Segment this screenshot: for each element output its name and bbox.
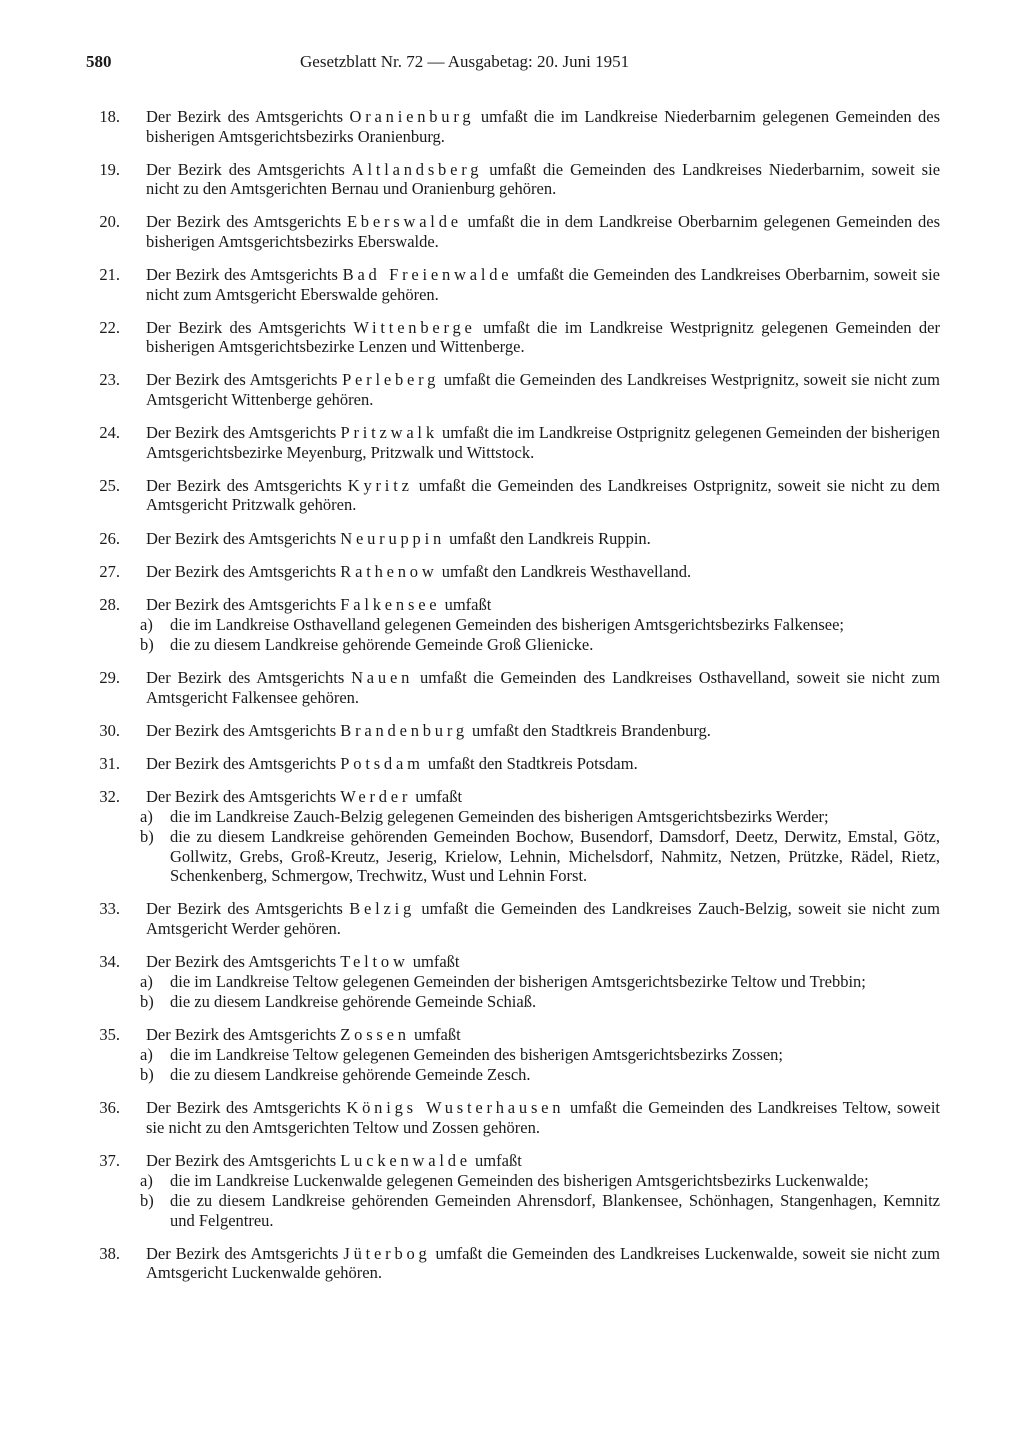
provision-intro: Der Bezirk des Amtsgerichts: [146, 317, 346, 337]
sub-item: [86, 992, 940, 1012]
provision-item: [86, 212, 940, 251]
sub-item-text: die zu diesem Landkreise gehörenden Gemeinden Ahrensdorf, Blankensee, Schönhagen, Stangenhagen, Kemnitz und Felgentreu.: [170, 1191, 940, 1230]
provision-number: 30.: [99, 720, 120, 740]
sub-item-label: b): [140, 1065, 154, 1085]
provision-item: [86, 1151, 940, 1230]
provision-list: [86, 107, 940, 1283]
court-name: Altlandsberg: [351, 159, 483, 179]
court-name: Pritzwalk: [340, 423, 438, 443]
provision-intro: Der Bezirk des Amtsgerichts: [146, 594, 337, 614]
provision-number: 33.: [99, 899, 120, 919]
sub-item: [86, 1045, 940, 1065]
provision-number: 18.: [99, 107, 120, 126]
provision-item: [86, 476, 940, 515]
provision-item: [86, 952, 940, 1012]
provision-item: [86, 318, 940, 357]
sub-item: [86, 807, 940, 827]
provision-text: umfaßt den Landkreis Ruppin.: [449, 528, 651, 548]
provision-intro: Der Bezirk des Amtsgerichts: [146, 423, 337, 443]
provision-item: [86, 529, 940, 549]
provision-number: 37.: [99, 1151, 120, 1171]
provision-text: umfaßt: [444, 594, 492, 614]
provision-text: umfaßt: [413, 1025, 461, 1045]
provision-number: 25.: [99, 475, 120, 495]
court-name: Nauen: [351, 668, 414, 688]
sub-item: [86, 1065, 940, 1085]
sub-item-text: die zu diesem Landkreise gehörende Gemeinde Schiaß.: [170, 992, 537, 1011]
sub-item: [86, 827, 940, 886]
provision-intro: Der Bezirk des Amtsgerichts: [146, 107, 344, 126]
provision-intro: Der Bezirk des Amtsgerichts: [146, 899, 343, 919]
provision-item: [86, 1098, 940, 1137]
provision-item: [86, 107, 940, 146]
provision-text: umfaßt die im Landkreise Ostprignitz gelegenen Gemeinden der bisherigen Amtsgerichtsbezirke Meyenburg, Pritzwalk und Wittstock.: [146, 423, 940, 462]
provision-text: umfaßt die in dem Landkreise Oberbarnim gelegenen Gemeinden des bisherigen Amtsgerichtsbezirks Eberswalde.: [146, 212, 941, 251]
provision-intro: Der Bezirk des Amtsgerichts: [146, 720, 337, 740]
provision-text: umfaßt die Gemeinden des Landkreises Zauch-Belzig, soweit sie nicht zum Amtsgericht Werder gehören.: [146, 899, 941, 938]
provision-item: [86, 668, 940, 707]
provision-text: umfaßt die im Landkreise Westprignitz gelegenen Gemeinden der bisherigen Amtsgerichtsbezirke Lenzen und Wittenberge.: [146, 317, 940, 357]
provision-text: umfaßt den Stadtkreis Brandenburg.: [472, 720, 711, 740]
court-name: Kyritz: [347, 475, 413, 495]
provision-text: umfaßt die Gemeinden des Landkreises Oberbarnim, soweit sie nicht zum Amtsgericht Eberswalde gehören.: [146, 265, 941, 304]
court-name: Wittenberge: [353, 317, 476, 337]
court-name: Falkensee: [340, 594, 441, 614]
court-name: Perleberg: [342, 370, 440, 390]
provision-intro: Der Bezirk des Amtsgerichts: [146, 370, 338, 390]
provision-item: [86, 423, 940, 462]
provision-number: 36.: [99, 1098, 120, 1118]
provision-intro: Der Bezirk des Amtsgerichts: [146, 668, 345, 688]
page-number: 580: [86, 52, 112, 71]
provision-number: 29.: [99, 668, 120, 688]
sub-item-text: die im Landkreise Teltow gelegenen Gemeinden des bisherigen Amtsgerichtsbezirks Zossen;: [170, 1045, 783, 1065]
court-name: Potsdam: [340, 753, 424, 773]
provision-intro: Der Bezirk des Amtsgerichts: [146, 212, 342, 232]
provision-intro: Der Bezirk des Amtsgerichts: [146, 475, 342, 495]
provision-number: 28.: [99, 594, 120, 614]
provision-text: umfaßt: [412, 952, 460, 971]
sub-item-label: b): [140, 827, 154, 847]
provision-intro: Der Bezirk des Amtsgerichts: [146, 787, 337, 807]
provision-intro: Der Bezirk des Amtsgerichts: [146, 753, 337, 773]
provision-text: umfaßt die Gemeinden des Landkreises Luckenwalde, soweit sie nicht zum Amtsgericht Luckenwalde gehören.: [146, 1243, 941, 1283]
provision-item: [86, 370, 940, 409]
sub-item-label: b): [140, 1191, 154, 1211]
provision-item: [86, 899, 940, 938]
provision-number: 27.: [99, 561, 120, 581]
provision-text: umfaßt: [475, 1151, 522, 1171]
court-name: Rathenow: [340, 561, 438, 581]
header-title: Gesetzblatt Nr. 72 — Ausgabetag: 20. Juni 1951: [300, 52, 630, 71]
provision-text: umfaßt die Gemeinden des Landkreises Westprignitz, soweit sie nicht zum Amtsgericht Wittenberge gehören.: [146, 370, 941, 409]
provision-text: umfaßt die Gemeinden des Landkreises Niederbarnim, soweit sie nicht zu den Amtsgerichten Bernau und Oranienburg gehören.: [146, 159, 941, 199]
sub-item-label: a): [140, 972, 153, 991]
provision-intro: Der Bezirk des Amtsgerichts: [146, 1243, 339, 1263]
provision-item: [86, 787, 940, 886]
provision-text: umfaßt den Stadtkreis Potsdam.: [427, 753, 638, 773]
provision-item: [86, 1244, 940, 1283]
provision-intro: Der Bezirk des Amtsgerichts: [146, 528, 337, 548]
sub-item-text: die im Landkreise Osthavelland gelegenen Gemeinden des bisherigen Amtsgerichtsbezirks Falkensee;: [170, 614, 845, 634]
provision-text: umfaßt: [415, 787, 463, 807]
provision-number: 31.: [99, 753, 120, 773]
provision-number: 34.: [99, 952, 120, 971]
sub-item-text: die im Landkreise Zauch-Belzig gelegenen Gemeinden des bisherigen Amtsgerichtsbezirks Werder;: [170, 807, 829, 827]
provision-number: 24.: [99, 423, 120, 443]
sub-item-label: b): [140, 634, 154, 654]
provision-item: [86, 265, 940, 304]
court-name: Belzig: [349, 899, 416, 919]
provision-number: 20.: [99, 212, 120, 232]
sub-item: [86, 1191, 940, 1230]
provision-number: 38.: [99, 1243, 120, 1263]
court-name: Brandenburg: [340, 720, 468, 740]
sub-item-text: die zu diesem Landkreise gehörende Gemeinde Groß Glienicke.: [170, 634, 594, 654]
court-name: Königs Wusterhausen: [346, 1098, 565, 1118]
provision-text: umfaßt den Landkreis Westhavelland.: [441, 561, 692, 581]
court-name: Zossen: [340, 1025, 410, 1045]
provision-intro: Der Bezirk des Amtsgerichts: [146, 1151, 337, 1171]
court-name: Werder: [340, 787, 412, 807]
provision-text: umfaßt die Gemeinden des Landkreises Osthavelland, soweit sie nicht zum Amtsgericht Falkensee gehören.: [146, 668, 940, 707]
sub-item-label: a): [140, 614, 153, 634]
provision-item: [86, 721, 940, 741]
sub-item-text: die im Landkreise Luckenwalde gelegenen Gemeinden des bisherigen Amtsgerichtsbezirks Luckenwalde;: [170, 1171, 869, 1191]
provision-number: 19.: [99, 159, 120, 179]
court-name: Teltow: [340, 952, 409, 971]
provision-item: [86, 160, 940, 199]
provision-number: 23.: [99, 370, 120, 390]
provision-intro: Der Bezirk des Amtsgerichts: [146, 561, 337, 581]
sub-item-text: die zu diesem Landkreise gehörenden Gemeinden Bochow, Busendorf, Damsdorf, Deetz, Derwitz, Emstal, Götz, Gollwitz, Grebs, Groß-Kreutz, Jeserig, Krielow, Lehnin, Michelsdorf, Nahmitz, Netzen, Prützke, Rädel, Rietz, Schenkenberg, Schmergow, Trechwitz, Wust und Lehnin Forst.: [170, 827, 940, 886]
provision-number: 21.: [99, 265, 120, 285]
provision-intro: Der Bezirk des Amtsgerichts: [146, 265, 338, 285]
provision-item: [86, 754, 940, 774]
provision-number: 22.: [99, 317, 120, 337]
provision-item: [86, 1025, 940, 1085]
sub-item: [86, 1171, 940, 1191]
court-name: Eberswalde: [346, 212, 462, 232]
sub-item-text: die zu diesem Landkreise gehörende Gemeinde Zesch.: [170, 1065, 531, 1085]
court-name: Neuruppin: [340, 528, 446, 548]
sub-item: [86, 615, 940, 635]
provision-intro: Der Bezirk des Amtsgerichts: [146, 952, 337, 971]
sub-item-label: a): [140, 1171, 153, 1191]
sub-item: [86, 972, 940, 992]
sub-item-text: die im Landkreise Teltow gelegenen Gemeinden der bisherigen Amtsgerichtsbezirke Teltow und Trebbin;: [170, 972, 866, 991]
provision-number: 32.: [99, 787, 120, 807]
court-name: Oranienburg: [349, 107, 475, 126]
provision-number: 26.: [99, 528, 120, 548]
provision-number: 35.: [99, 1025, 120, 1045]
sub-item-label: b): [140, 992, 154, 1011]
page-header: [86, 52, 940, 82]
provision-item: [86, 595, 940, 655]
provision-text: umfaßt die Gemeinden des Landkreises Teltow, soweit sie nicht zu den Amtsgerichten Teltow und Zossen gehören.: [146, 1098, 940, 1137]
court-name: Luckenwalde: [340, 1151, 471, 1171]
sub-item-label: a): [140, 1045, 153, 1065]
provision-intro: Der Bezirk des Amtsgerichts: [146, 1098, 341, 1118]
provision-item: [86, 562, 940, 582]
sub-item-label: a): [140, 807, 153, 827]
provision-intro: Der Bezirk des Amtsgerichts: [146, 1025, 337, 1045]
provision-intro: Der Bezirk des Amtsgerichts: [146, 159, 345, 179]
provision-text: umfaßt die im Landkreise Niederbarnim gelegenen Gemeinden des bisherigen Amtsgerichtsbezirks Oranienburg.: [146, 107, 941, 146]
court-name: Bad Freienwalde: [342, 265, 513, 285]
provision-text: umfaßt die Gemeinden des Landkreises Ostprignitz, soweit sie nicht zu dem Amtsgericht Pritzwalk gehören.: [146, 475, 941, 515]
court-name: Jüterbog: [343, 1243, 431, 1263]
sub-item: [86, 635, 940, 655]
